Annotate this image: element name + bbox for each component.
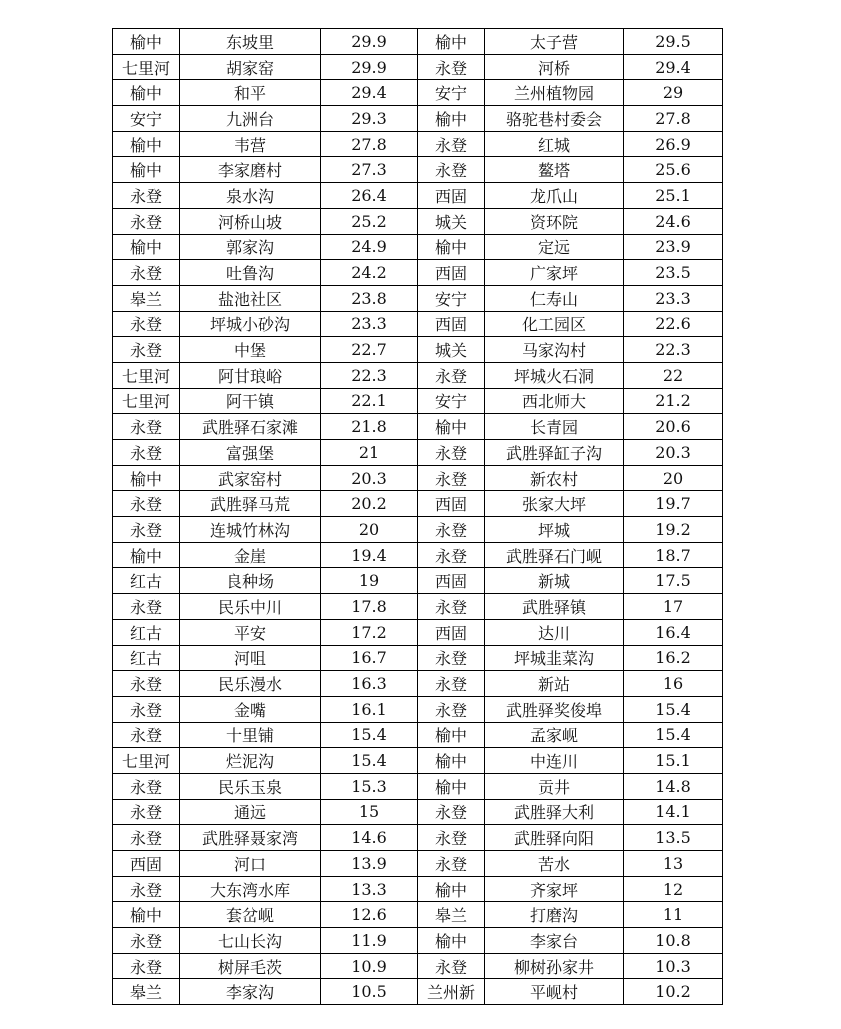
value-cell: 27.8 [321, 131, 418, 157]
value-cell: 20 [624, 465, 723, 491]
value-cell: 22.7 [321, 337, 418, 363]
district-cell: 榆中 [418, 876, 485, 902]
value-cell: 20.2 [321, 491, 418, 517]
district-cell: 榆中 [418, 928, 485, 954]
value-cell: 24.9 [321, 234, 418, 260]
station-cell: 资环院 [485, 208, 624, 234]
table-row [113, 825, 723, 851]
station-cell: 树屏毛茨 [180, 953, 321, 979]
district-cell: 安宁 [418, 80, 485, 106]
value-cell: 10.8 [624, 928, 723, 954]
value-cell: 23.8 [321, 285, 418, 311]
value-cell: 16 [624, 671, 723, 697]
station-cell: 化工园区 [485, 311, 624, 337]
district-cell: 榆中 [113, 234, 180, 260]
value-cell: 13.3 [321, 876, 418, 902]
table-row [113, 388, 723, 414]
district-cell: 红古 [113, 619, 180, 645]
district-cell: 榆中 [113, 157, 180, 183]
value-cell: 21.8 [321, 414, 418, 440]
district-cell: 永登 [418, 362, 485, 388]
station-cell: 武胜驿奖俊埠 [485, 696, 624, 722]
value-cell: 29.9 [321, 54, 418, 80]
district-cell: 城关 [418, 337, 485, 363]
station-cell: 坪城韭菜沟 [485, 645, 624, 671]
value-cell: 21.2 [624, 388, 723, 414]
station-cell: 泉水沟 [180, 183, 321, 209]
station-cell: 武胜驿马荒 [180, 491, 321, 517]
value-cell: 29.3 [321, 106, 418, 132]
district-cell: 永登 [113, 414, 180, 440]
value-cell: 24.6 [624, 208, 723, 234]
station-cell: 阿干镇 [180, 388, 321, 414]
table-row [113, 131, 723, 157]
district-cell: 永登 [113, 440, 180, 466]
value-cell: 22 [624, 362, 723, 388]
station-cell: 平岘村 [485, 979, 624, 1005]
value-cell: 13.9 [321, 851, 418, 877]
station-cell: 贡井 [485, 773, 624, 799]
station-cell: 武胜驿向阳 [485, 825, 624, 851]
district-cell: 永登 [418, 825, 485, 851]
table-row [113, 594, 723, 620]
station-cell: 平安 [180, 619, 321, 645]
district-cell: 永登 [113, 953, 180, 979]
station-cell: 大东湾水库 [180, 876, 321, 902]
table-row [113, 722, 723, 748]
station-cell: 东坡里 [180, 29, 321, 55]
value-cell: 29.4 [624, 54, 723, 80]
table-row [113, 902, 723, 928]
value-cell: 25.1 [624, 183, 723, 209]
station-cell: 武胜驿石家滩 [180, 414, 321, 440]
value-cell: 16.7 [321, 645, 418, 671]
district-cell: 西固 [418, 491, 485, 517]
value-cell: 20.6 [624, 414, 723, 440]
station-cell: 富强堡 [180, 440, 321, 466]
value-cell: 15.4 [624, 722, 723, 748]
value-cell: 22.3 [321, 362, 418, 388]
station-cell: 定远 [485, 234, 624, 260]
value-cell: 15 [321, 799, 418, 825]
table-row [113, 696, 723, 722]
station-cell: 太子营 [485, 29, 624, 55]
district-cell: 榆中 [418, 234, 485, 260]
station-cell: 中连川 [485, 748, 624, 774]
station-cell: 郭家沟 [180, 234, 321, 260]
district-cell: 皋兰 [418, 902, 485, 928]
table-row [113, 542, 723, 568]
table-row [113, 773, 723, 799]
district-cell: 榆中 [113, 131, 180, 157]
district-cell: 永登 [113, 183, 180, 209]
district-cell: 永登 [418, 440, 485, 466]
station-cell: 龙爪山 [485, 183, 624, 209]
station-cell: 坪城 [485, 517, 624, 543]
value-cell: 11 [624, 902, 723, 928]
district-cell: 永登 [418, 799, 485, 825]
table-row [113, 619, 723, 645]
district-cell: 永登 [113, 491, 180, 517]
district-cell: 榆中 [113, 80, 180, 106]
station-cell: 武家窑村 [180, 465, 321, 491]
district-cell: 永登 [113, 773, 180, 799]
table-row [113, 953, 723, 979]
district-cell: 永登 [113, 594, 180, 620]
district-cell: 七里河 [113, 388, 180, 414]
table-row [113, 183, 723, 209]
station-cell: 孟家岘 [485, 722, 624, 748]
station-cell: 河咀 [180, 645, 321, 671]
station-cell: 韦营 [180, 131, 321, 157]
value-cell: 10.9 [321, 953, 418, 979]
value-cell: 21 [321, 440, 418, 466]
station-cell: 和平 [180, 80, 321, 106]
district-cell: 榆中 [418, 414, 485, 440]
value-cell: 19.2 [624, 517, 723, 543]
value-cell: 25.6 [624, 157, 723, 183]
district-cell: 永登 [113, 208, 180, 234]
district-cell: 永登 [418, 953, 485, 979]
station-cell: 通远 [180, 799, 321, 825]
district-cell: 榆中 [418, 748, 485, 774]
value-cell: 15.4 [321, 748, 418, 774]
station-cell: 新城 [485, 568, 624, 594]
district-cell: 永登 [113, 260, 180, 286]
district-cell: 永登 [113, 517, 180, 543]
district-cell: 安宁 [418, 285, 485, 311]
station-cell: 连城竹林沟 [180, 517, 321, 543]
station-cell: 金嘴 [180, 696, 321, 722]
station-cell: 良种场 [180, 568, 321, 594]
table-row [113, 337, 723, 363]
district-cell: 永登 [418, 645, 485, 671]
value-cell: 20.3 [624, 440, 723, 466]
table-row [113, 285, 723, 311]
district-cell: 永登 [418, 851, 485, 877]
station-cell: 李家磨村 [180, 157, 321, 183]
table-row [113, 465, 723, 491]
station-cell: 武胜驿聂家湾 [180, 825, 321, 851]
district-cell: 永登 [418, 542, 485, 568]
value-cell: 23.3 [624, 285, 723, 311]
district-cell: 永登 [418, 465, 485, 491]
value-cell: 29.9 [321, 29, 418, 55]
value-cell: 20.3 [321, 465, 418, 491]
value-cell: 15.1 [624, 748, 723, 774]
value-cell: 14.1 [624, 799, 723, 825]
station-cell: 柳树孙家井 [485, 953, 624, 979]
table-row [113, 748, 723, 774]
value-cell: 15.4 [321, 722, 418, 748]
value-cell: 29.5 [624, 29, 723, 55]
district-cell: 榆中 [418, 722, 485, 748]
station-cell: 河桥山坡 [180, 208, 321, 234]
station-cell: 李家沟 [180, 979, 321, 1005]
station-cell: 吐鲁沟 [180, 260, 321, 286]
district-cell: 永登 [418, 671, 485, 697]
station-cell: 中堡 [180, 337, 321, 363]
value-cell: 17.2 [321, 619, 418, 645]
station-cell: 武胜驿镇 [485, 594, 624, 620]
district-cell: 永登 [113, 311, 180, 337]
district-cell: 西固 [418, 260, 485, 286]
value-cell: 18.7 [624, 542, 723, 568]
district-cell: 兰州新 [418, 979, 485, 1005]
district-cell: 安宁 [418, 388, 485, 414]
value-cell: 16.1 [321, 696, 418, 722]
value-cell: 23.9 [624, 234, 723, 260]
district-cell: 皋兰 [113, 285, 180, 311]
district-cell: 红古 [113, 645, 180, 671]
value-cell: 11.9 [321, 928, 418, 954]
district-cell: 安宁 [113, 106, 180, 132]
station-cell: 坪城小砂沟 [180, 311, 321, 337]
value-cell: 16.3 [321, 671, 418, 697]
value-cell: 20 [321, 517, 418, 543]
district-cell: 永登 [113, 825, 180, 851]
station-cell: 河桥 [485, 54, 624, 80]
table-row [113, 645, 723, 671]
station-cell: 广家坪 [485, 260, 624, 286]
station-cell: 新站 [485, 671, 624, 697]
value-cell: 10.2 [624, 979, 723, 1005]
station-cell: 西北师大 [485, 388, 624, 414]
table-row [113, 491, 723, 517]
district-cell: 榆中 [418, 773, 485, 799]
table-row [113, 568, 723, 594]
station-cell: 武胜驿缸子沟 [485, 440, 624, 466]
district-cell: 红古 [113, 568, 180, 594]
district-cell: 永登 [113, 722, 180, 748]
station-cell: 烂泥沟 [180, 748, 321, 774]
station-cell: 民乐漫水 [180, 671, 321, 697]
district-cell: 永登 [418, 696, 485, 722]
table-row [113, 362, 723, 388]
value-cell: 22.3 [624, 337, 723, 363]
station-cell: 武胜驿大利 [485, 799, 624, 825]
value-cell: 16.2 [624, 645, 723, 671]
district-cell: 榆中 [418, 29, 485, 55]
value-cell: 13 [624, 851, 723, 877]
value-cell: 19.7 [624, 491, 723, 517]
value-cell: 27.3 [321, 157, 418, 183]
value-cell: 17 [624, 594, 723, 620]
district-cell: 榆中 [418, 106, 485, 132]
value-cell: 22.6 [624, 311, 723, 337]
value-cell: 15.4 [624, 696, 723, 722]
district-cell: 西固 [418, 568, 485, 594]
district-cell: 七里河 [113, 748, 180, 774]
value-cell: 10.3 [624, 953, 723, 979]
district-cell: 西固 [418, 311, 485, 337]
table-row [113, 851, 723, 877]
table-row [113, 517, 723, 543]
station-cell: 套岔岘 [180, 902, 321, 928]
district-cell: 榆中 [113, 542, 180, 568]
value-cell: 26.9 [624, 131, 723, 157]
value-cell: 22.1 [321, 388, 418, 414]
table-row [113, 979, 723, 1005]
district-cell: 皋兰 [113, 979, 180, 1005]
table-row [113, 414, 723, 440]
station-cell: 阿甘琅峪 [180, 362, 321, 388]
station-cell: 兰州植物园 [485, 80, 624, 106]
district-cell: 永登 [418, 517, 485, 543]
station-cell: 骆驼巷村委会 [485, 106, 624, 132]
value-cell: 13.5 [624, 825, 723, 851]
value-cell: 19 [321, 568, 418, 594]
table-row [113, 29, 723, 55]
table-row [113, 876, 723, 902]
district-cell: 七里河 [113, 362, 180, 388]
value-cell: 25.2 [321, 208, 418, 234]
station-cell: 武胜驿石门岘 [485, 542, 624, 568]
rainfall-table [112, 28, 723, 1005]
value-cell: 17.5 [624, 568, 723, 594]
station-cell: 红城 [485, 131, 624, 157]
station-cell: 新农村 [485, 465, 624, 491]
station-cell: 打磨沟 [485, 902, 624, 928]
station-cell: 河口 [180, 851, 321, 877]
district-cell: 永登 [113, 696, 180, 722]
table-row [113, 799, 723, 825]
table-row [113, 311, 723, 337]
value-cell: 12.6 [321, 902, 418, 928]
value-cell: 12 [624, 876, 723, 902]
value-cell: 23.3 [321, 311, 418, 337]
station-cell: 胡家窑 [180, 54, 321, 80]
table-row [113, 928, 723, 954]
value-cell: 17.8 [321, 594, 418, 620]
district-cell: 榆中 [113, 465, 180, 491]
station-cell: 金崖 [180, 542, 321, 568]
station-cell: 十里铺 [180, 722, 321, 748]
station-cell: 苦水 [485, 851, 624, 877]
table-row [113, 234, 723, 260]
value-cell: 29 [624, 80, 723, 106]
district-cell: 西固 [418, 619, 485, 645]
table-row [113, 671, 723, 697]
district-cell: 永登 [113, 799, 180, 825]
table-body [113, 29, 723, 1005]
table-row [113, 440, 723, 466]
district-cell: 城关 [418, 208, 485, 234]
district-cell: 永登 [113, 337, 180, 363]
district-cell: 七里河 [113, 54, 180, 80]
value-cell: 27.8 [624, 106, 723, 132]
district-cell: 永登 [418, 157, 485, 183]
table-row [113, 106, 723, 132]
district-cell: 永登 [113, 928, 180, 954]
district-cell: 西固 [418, 183, 485, 209]
station-cell: 李家台 [485, 928, 624, 954]
station-cell: 九洲台 [180, 106, 321, 132]
district-cell: 西固 [113, 851, 180, 877]
value-cell: 14.6 [321, 825, 418, 851]
table-row [113, 208, 723, 234]
district-cell: 永登 [113, 671, 180, 697]
table-row [113, 260, 723, 286]
value-cell: 29.4 [321, 80, 418, 106]
station-cell: 七山长沟 [180, 928, 321, 954]
value-cell: 19.4 [321, 542, 418, 568]
value-cell: 24.2 [321, 260, 418, 286]
station-cell: 盐池社区 [180, 285, 321, 311]
station-cell: 鳌塔 [485, 157, 624, 183]
value-cell: 16.4 [624, 619, 723, 645]
district-cell: 榆中 [113, 902, 180, 928]
station-cell: 达川 [485, 619, 624, 645]
district-cell: 榆中 [113, 29, 180, 55]
value-cell: 26.4 [321, 183, 418, 209]
station-cell: 马家沟村 [485, 337, 624, 363]
table-row [113, 80, 723, 106]
district-cell: 永登 [113, 876, 180, 902]
district-cell: 永登 [418, 131, 485, 157]
station-cell: 齐家坪 [485, 876, 624, 902]
table-row [113, 54, 723, 80]
value-cell: 14.8 [624, 773, 723, 799]
value-cell: 23.5 [624, 260, 723, 286]
station-cell: 仁寿山 [485, 285, 624, 311]
value-cell: 15.3 [321, 773, 418, 799]
station-cell: 长青园 [485, 414, 624, 440]
station-cell: 张家大坪 [485, 491, 624, 517]
table-row [113, 157, 723, 183]
station-cell: 民乐中川 [180, 594, 321, 620]
value-cell: 10.5 [321, 979, 418, 1005]
station-cell: 坪城火石洞 [485, 362, 624, 388]
district-cell: 永登 [418, 594, 485, 620]
station-cell: 民乐玉泉 [180, 773, 321, 799]
district-cell: 永登 [418, 54, 485, 80]
